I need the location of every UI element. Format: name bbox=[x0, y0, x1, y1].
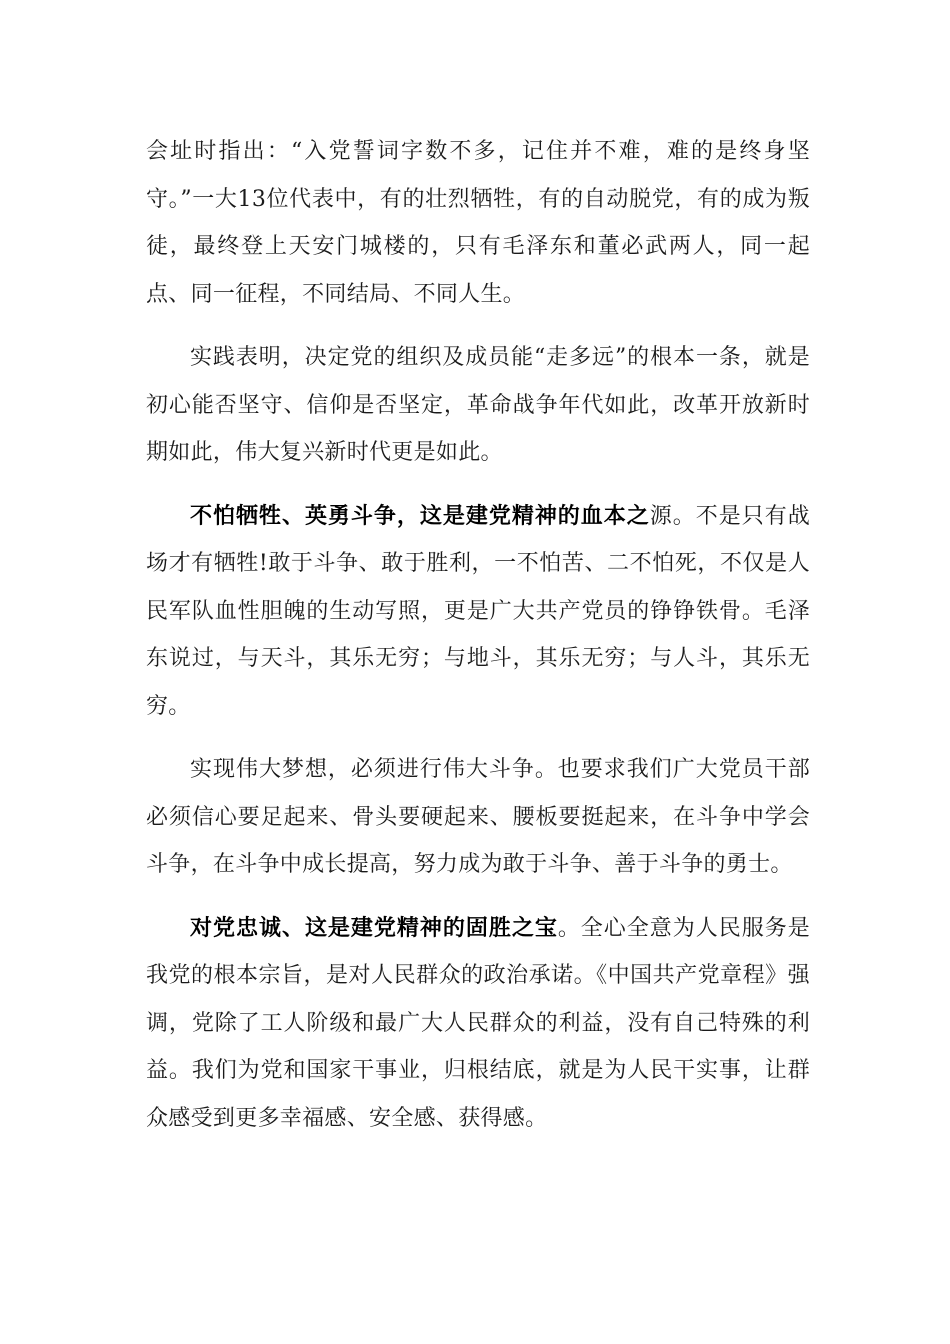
paragraph-4-text: 实现伟大梦想，必须进行伟大斗争。也要求我们广大党员干部必须信心要足起来、骨头要硬起来、腰板要挺起来，在斗争中学会斗争，在斗争中成长提高，努力成为敢于斗争、善于斗争的勇士。 bbox=[146, 757, 810, 877]
paragraph-1-text: 会址时指出：“入党誓词字数不多，记住并不难，难的是终身坚守。”一大13位代表中，有的壮烈牺牲，有的自动脱党，有的成为叛徒，最终登上天安门城楼的，只有毛泽东和董必武两人，同一起点、同一征程，不同结局、不同人生。 bbox=[146, 139, 810, 307]
paragraph-3-text: 源。不是只有战场才有牺牲!敢于斗争、敢于胜利，一不怕苦、二不怕死，不仅是人民军队血性胆魄的生动写照，更是广大共产党员的铮铮铁骨。毛泽东说过，与天斗，其乐无穷；与地斗，其乐无穷；与人斗，其乐无穷。 bbox=[146, 503, 810, 719]
paragraph-5 bbox=[146, 905, 810, 1143]
paragraph-5-text: 。全心全意为人民服务是我党的根本宗旨，是对人民群众的政治承诺。《中国共产党章程》强调，党除了工人阶级和最广大人民群众的利益，没有自己特殊的利益。我们为党和国家干事业，归根结底，就是为人民干实事，让群众感受到更多幸福感、安全感、获得感。 bbox=[146, 915, 810, 1131]
paragraph-5-lead: 对党忠诚、这是建党精神的固胜之宝 bbox=[190, 914, 558, 941]
paragraph-3 bbox=[146, 493, 810, 731]
paragraph-4 bbox=[146, 746, 810, 889]
paragraph-2-text: 实践表明，决定党的组织及成员能“走多远”的根本一条，就是初心能否坚守、信仰是否坚定，革命战争年代如此，改革开放新时期如此，伟大复兴新时代更是如此。 bbox=[146, 345, 810, 465]
document-body bbox=[146, 128, 810, 1142]
paragraph-2 bbox=[146, 334, 810, 477]
paragraph-3-lead: 不怕牺牲、英勇斗争，这是建党精神的血本之 bbox=[190, 502, 650, 529]
paragraph-1 bbox=[146, 128, 810, 318]
